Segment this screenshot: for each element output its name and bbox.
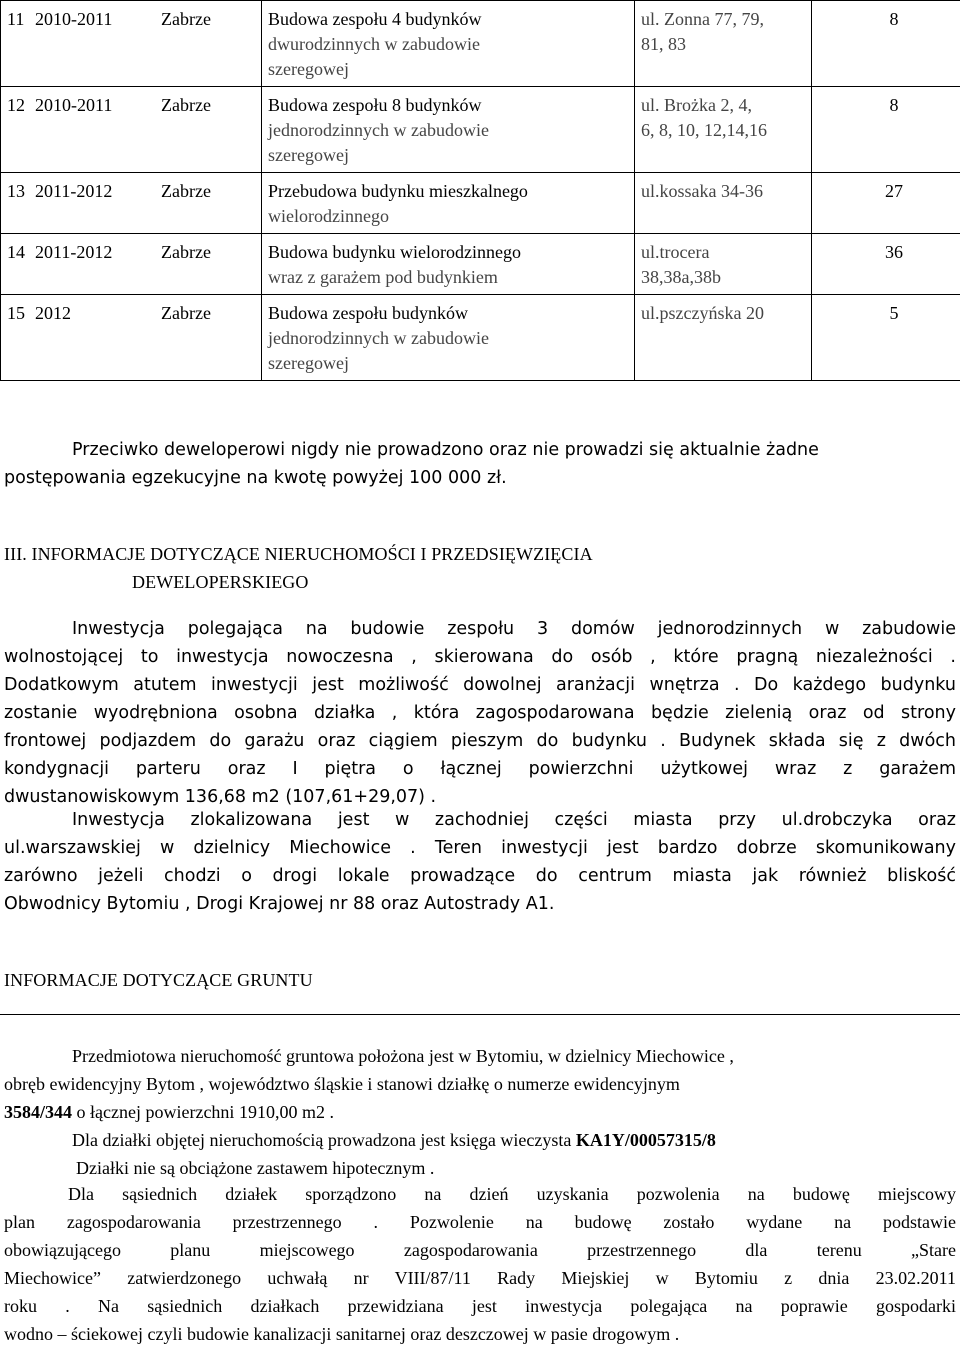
grunt-paragraph-2	[4, 1180, 956, 1348]
description-line: szeregowej	[268, 143, 628, 168]
section-3-paragraph-1	[4, 615, 956, 811]
grunt-p1-line-3	[4, 1098, 956, 1126]
row-city: Zabrze	[161, 95, 211, 115]
grunt-divider	[0, 1014, 960, 1015]
burden-line: Działki nie są obciążone zastawem hipotecznym .	[4, 1154, 956, 1182]
gp2-line: wodno – ściekowej czyli budowie kanalizacji sanitarnej oraz deszczowej w pasie drogowym .	[4, 1320, 956, 1348]
address-line: 38,38a,38b	[641, 265, 805, 290]
row-count: 36	[812, 234, 960, 295]
description-line: wielorodzinnego	[268, 204, 628, 229]
s3p1-line: wolnostojącej to inwestycja nowoczesna , skierowana do osób , które pragną niezależności .	[4, 643, 956, 671]
row-number: 15	[7, 301, 35, 326]
gp2-line: plan zagospodarowania przestrzennego . Pozwolenie na budowę zostało wydane na podstawie	[4, 1208, 956, 1236]
row-years: 2011-2012	[35, 240, 161, 265]
row-number-years-city	[1, 87, 262, 173]
address-line: ul.kossaka 34-36	[641, 179, 805, 204]
projects-table	[0, 0, 960, 381]
table-row	[1, 234, 960, 295]
row-years: 2010-2011	[35, 93, 161, 118]
table-row	[1, 1, 960, 87]
row-count: 8	[812, 1, 960, 87]
row-description	[262, 1, 635, 87]
row-count: 8	[812, 87, 960, 173]
description-line: Budowa budynku wielorodzinnego	[268, 240, 628, 265]
land-register-label: Dla działki objętej nieruchomością prowadzona jest księga wieczysta	[72, 1130, 576, 1150]
s3p2-line: Obwodnicy Bytomiu , Drogi Krajowej nr 88 oraz Autostrady A1.	[4, 890, 956, 918]
row-number: 12	[7, 93, 35, 118]
description-line: jednorodzinnych w zabudowie	[268, 118, 628, 143]
grunt-p1-line-1: Przedmiotowa nieruchomość gruntowa położona jest w Bytomiu, w dzielnicy Miechowice ,	[4, 1042, 956, 1070]
grunt-paragraph-1	[4, 1042, 956, 1182]
row-years: 2011-2012	[35, 179, 161, 204]
grunt-title	[4, 966, 313, 994]
table-row	[1, 173, 960, 234]
row-address	[635, 173, 812, 234]
section-3-paragraph-2	[4, 806, 956, 918]
row-number-years-city	[1, 295, 262, 381]
row-description	[262, 173, 635, 234]
grunt-p1-line-2: obręb ewidencyjny Bytom , województwo śląskie i stanowi działkę o numerze ewidencyjnym	[4, 1070, 956, 1098]
section-3-title	[4, 540, 593, 596]
s3p2-line: Inwestycja zlokalizowana jest w zachodniej części miasta przy ul.drobczyka oraz	[4, 806, 956, 834]
s3p1-line: kondygnacji parteru oraz I piętra o łącznej powierzchni użytkowej wraz z garażem	[4, 755, 956, 783]
address-line: 81, 83	[641, 32, 805, 57]
row-number: 13	[7, 179, 35, 204]
description-line: Budowa zespołu 4 budynków	[268, 7, 628, 32]
row-city: Zabrze	[161, 303, 211, 323]
plot-area: o łącznej powierzchni 1910,00 m2 .	[72, 1102, 334, 1122]
s3p1-line: frontowej podjazdem do garażu oraz ciągiem pieszym do budynku . Budynek składa się z dwóch	[4, 727, 956, 755]
s3p1-line: dwustanowiskowym 136,68 m2 (107,61+29,07) .	[4, 783, 956, 811]
row-address	[635, 295, 812, 381]
gp2-line: roku . Na sąsiednich działkach przewidziana jest inwestycja polegająca na poprawie gospodarki	[4, 1292, 956, 1320]
row-description	[262, 295, 635, 381]
row-address	[635, 234, 812, 295]
row-description	[262, 234, 635, 295]
s3p2-line: ul.warszawskiej w dzielnicy Miechowice . Teren inwestycji jest bardzo dobrze skomunikowany	[4, 834, 956, 862]
address-line: ul. Zonna 77, 79,	[641, 7, 805, 32]
gp2-line: Miechowice” zatwierdzonego uchwałą nr VIII/87/11 Rady Miejskiej w Bytomiu z dnia 23.02.2011	[4, 1264, 956, 1292]
enforcement-line-1: Przeciwko deweloperowi nigdy nie prowadzono oraz nie prowadzi się aktualnie żadne	[72, 436, 956, 464]
row-city: Zabrze	[161, 181, 211, 201]
row-number-years-city	[1, 173, 262, 234]
grunt-title-text: INFORMACJE DOTYCZĄCE GRUNTU	[4, 970, 313, 990]
enforcement-line-2: postępowania egzekucyjne na kwotę powyżej 100 000 zł.	[4, 464, 956, 492]
address-line: ul.pszczyńska 20	[641, 301, 805, 326]
table-row	[1, 295, 960, 381]
land-register-line	[4, 1126, 956, 1154]
enforcement-paragraph	[72, 436, 956, 492]
row-count: 27	[812, 173, 960, 234]
row-number-years-city	[1, 1, 262, 87]
description-line: szeregowej	[268, 57, 628, 82]
land-register-number: KA1Y/00057315/8	[576, 1130, 716, 1150]
description-line: Budowa zespołu budynków	[268, 301, 628, 326]
address-line: ul.trocera	[641, 240, 805, 265]
description-line: szeregowej	[268, 351, 628, 376]
gp2-line: Dla sąsiednich działek sporządzono na dzień uzyskania pozwolenia na budowę miejscowy	[4, 1180, 956, 1208]
projects-table-body	[1, 1, 960, 381]
plot-number: 3584/344	[4, 1102, 72, 1122]
description-line: wraz z garażem pod budynkiem	[268, 265, 628, 290]
row-years: 2012	[35, 301, 161, 326]
row-city: Zabrze	[161, 242, 211, 262]
row-address	[635, 87, 812, 173]
s3p1-line: Dodatkowym atutem inwestycji jest możliwość dowolnej aranżacji wnętrza . Do każdego budynku	[4, 671, 956, 699]
table-row	[1, 87, 960, 173]
gp2-line: obowiązującego planu miejscowego zagospodarowania przestrzennego dla terenu „Stare	[4, 1236, 956, 1264]
row-number-years-city	[1, 234, 262, 295]
row-description	[262, 87, 635, 173]
description-line: Przebudowa budynku mieszkalnego	[268, 179, 628, 204]
s3p1-line: zostanie wyodrębniona osobna działka , która zagospodarowana będzie zielenią oraz od strony	[4, 699, 956, 727]
address-line: ul. Brożka 2, 4,	[641, 93, 805, 118]
row-address	[635, 1, 812, 87]
section-3-title-line-1: III. INFORMACJE DOTYCZĄCE NIERUCHOMOŚCI I PRZEDSIĘWZIĘCIA	[4, 540, 593, 568]
description-line: dwurodzinnych w zabudowie	[268, 32, 628, 57]
row-number: 11	[7, 7, 35, 32]
description-line: Budowa zespołu 8 budynków	[268, 93, 628, 118]
s3p2-line: zarówno jeżeli chodzi o drogi lokale prowadzące do centrum miasta jak również bliskość	[4, 862, 956, 890]
row-count: 5	[812, 295, 960, 381]
s3p1-line: Inwestycja polegająca na budowie zespołu 3 domów jednorodzinnych w zabudowie	[4, 615, 956, 643]
description-line: jednorodzinnych w zabudowie	[268, 326, 628, 351]
row-number: 14	[7, 240, 35, 265]
row-city: Zabrze	[161, 9, 211, 29]
section-3-title-line-2: DEWELOPERSKIEGO	[4, 568, 593, 596]
row-years: 2010-2011	[35, 7, 161, 32]
address-line: 6, 8, 10, 12,14,16	[641, 118, 805, 143]
